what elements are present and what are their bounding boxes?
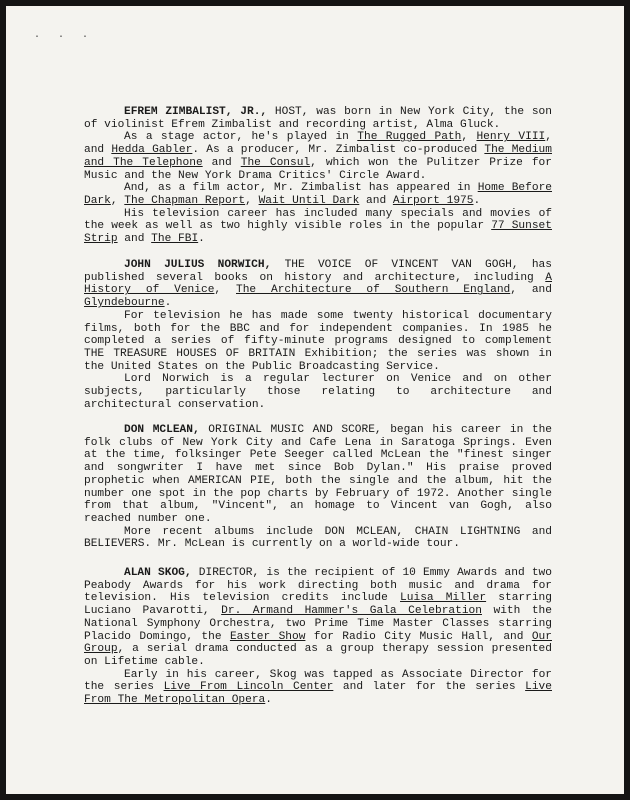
- bio-name: DON MCLEAN,: [124, 424, 200, 436]
- bio-text: with the National Symphony Orchestra, two Prime Time Master Classes starring Placido Domingo, the: [84, 605, 552, 643]
- title-reference: The Chapman Report: [124, 194, 246, 207]
- bio-paragraph: [84, 182, 552, 207]
- bio-text: ,: [110, 194, 125, 207]
- bio-lead-paragraph: [84, 424, 552, 526]
- bio-paragraph: [84, 310, 552, 374]
- bio-text: ORIGINAL MUSIC AND SCORE, began his career in the folk clubs of New York City and Cafe Lena in Saratoga Springs. Even at the time, folksinger Pete Seeger called McLean the "finest singer and songwriter I have met since Bob Dylan." His praise proved prophetic when AMERICAN PIE, both the single and the album, hit the number one spot in the pop charts by February of 1972. Another single from that album, "Vincent", an homage to Vincent van Gogh, also reached number one.: [84, 424, 552, 525]
- bio-paragraph: [84, 526, 552, 551]
- bio-text: .: [265, 694, 272, 707]
- bio-paragraph: [84, 669, 552, 707]
- title-reference: The Architecture of Southern England: [236, 284, 511, 297]
- title-reference: A History of Venice: [84, 271, 552, 297]
- bio-paragraph: [84, 131, 552, 182]
- bio-text: DIRECTOR, is the recipient of 10 Emmy Awards and two Peabody Awards for his work directing both music and drama for television. His television credits include: [84, 567, 552, 605]
- bio-text: , and: [84, 131, 552, 157]
- title-reference: Easter Show: [229, 630, 306, 643]
- bio-efrem-zimbalist: [84, 106, 552, 246]
- title-reference: 77 Sunset Strip: [84, 220, 552, 246]
- bio-text: .: [198, 233, 205, 246]
- title-reference: Live From The Metropolitan Opera: [84, 681, 552, 707]
- header-marks: · · ·: [34, 32, 95, 43]
- bio-lead-paragraph: [84, 567, 552, 669]
- bio-text: ,: [214, 284, 236, 297]
- bio-text: and: [117, 233, 152, 246]
- bio-text: and later for the series: [333, 681, 526, 694]
- bio-name: EFREM ZIMBALIST, JR.,: [124, 106, 268, 118]
- bio-text: ,: [245, 194, 259, 207]
- bio-don-mclean: [84, 424, 552, 551]
- title-reference: The Consul: [240, 156, 311, 169]
- bio-text: Lord Norwich is a regular lecturer on Venice and on other subjects, particularly those relating to architecture and architectural conservation.: [84, 373, 552, 411]
- title-reference: Luisa Miller: [400, 592, 487, 605]
- title-reference: The FBI: [151, 233, 199, 246]
- title-reference: Hedda Gabler: [111, 144, 193, 157]
- bio-text: HOST, was born in New York City, the son of violinist Efrem Zimbalist and recording artist, Alma Gluck.: [84, 106, 552, 131]
- title-reference: Henry VIII: [476, 131, 546, 144]
- bio-alan-skog: [84, 567, 552, 707]
- bio-name: JOHN JULIUS NORWICH,: [124, 259, 272, 271]
- bio-text: His television career has included many specials and movies of the week as well as two highly visible roles in the popular: [84, 207, 552, 233]
- document-page: [6, 6, 624, 794]
- bio-text: . As a producer, Mr. Zimbalist co-produced: [192, 144, 485, 157]
- bio-text: for Radio City Music Hall, and: [305, 630, 532, 643]
- title-reference: The Medium and The Telephone: [84, 144, 552, 169]
- bio-text: For television he has made some twenty historical documentary films, both for the BBC and for independent companies. In 1985 he completed a series of fifty-minute programs designed to complement THE TREASURE HOUSES OF BRITAIN Exhibition; the series was shown in the United States on the Public Broadcasting Service.: [84, 309, 552, 373]
- bio-text: , which won the Pulitzer Prize for Music and the New York Drama Critics' Circle Award.: [84, 156, 552, 182]
- bio-text: As a stage actor, he's played in: [124, 131, 358, 144]
- bio-text: starring Luciano Pavarotti,: [84, 592, 552, 618]
- bio-text: , a serial drama conducted as a group therapy session presented on Lifetime cable.: [84, 643, 552, 668]
- bio-lead-paragraph: [84, 106, 552, 131]
- bio-text: ,: [461, 131, 477, 144]
- title-reference: Our Group: [84, 630, 552, 656]
- title-reference: Live From Lincoln Center: [163, 681, 334, 694]
- title-reference: Dr. Armand Hammer's Gala Celebration: [221, 605, 482, 618]
- bio-text: THE VOICE OF VINCENT VAN GOGH, has published several books on history and architecture, including: [84, 259, 552, 284]
- bio-text: More recent albums include DON MCLEAN, CHAIN LIGHTNING and BELIEVERS. Mr. McLean is currently on a world-wide tour.: [84, 525, 552, 551]
- bio-text: and: [202, 156, 241, 169]
- title-reference: Glyndebourne: [84, 297, 165, 310]
- bio-lead-paragraph: [84, 259, 552, 310]
- bio-name: ALAN SKOG,: [124, 567, 192, 579]
- bio-john-julius-norwich: [84, 259, 552, 411]
- title-reference: Home Before Dark: [84, 182, 552, 207]
- bio-text: , and: [510, 284, 552, 297]
- bio-paragraph: [84, 208, 552, 246]
- title-reference: Wait Until Dark: [258, 194, 360, 207]
- bio-text: And, as a film actor, Mr. Zimbalist has appeared in: [124, 182, 478, 195]
- title-reference: Airport 1975: [392, 194, 474, 207]
- bio-paragraph: [84, 373, 552, 411]
- title-reference: The Rugged Path: [357, 131, 462, 144]
- bio-text: .: [473, 194, 481, 207]
- bio-text: and: [359, 194, 393, 207]
- bio-text: Early in his career, Skog was tapped as Associate Director for the series: [84, 668, 552, 694]
- bio-text: .: [164, 297, 172, 310]
